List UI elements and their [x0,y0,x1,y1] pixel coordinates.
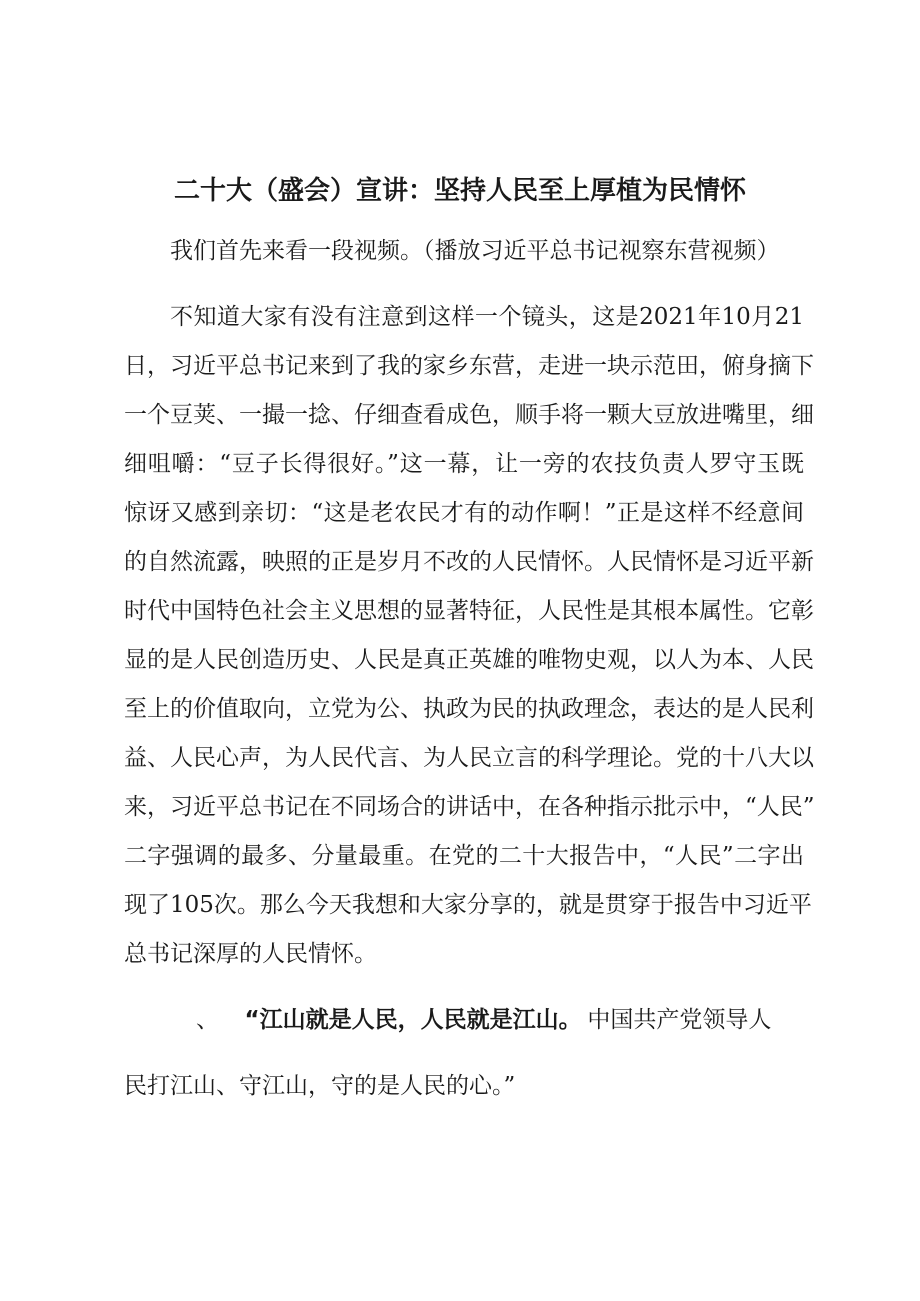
paragraph-line: 细咀嚼：“豆子长得很好。”这一幕，让一旁的农技负责人罗守玉既 [124,451,804,477]
paragraph-line: 惊讶又感到亲切：“这是老农民才有的动作啊！”正是这样不经意间 [124,500,804,526]
section-continuation: 民打江山、守江山，守的是人民的心。” [124,1073,516,1099]
section-heading [196,1005,771,1035]
paragraph-line: 二字强调的最多、分量最重。在党的二十大报告中，“人民”二字出 [124,843,804,869]
paragraph-line: 日，习近平总书记来到了我的家乡东营，走进一块示范田，俯身摘下 [124,353,814,379]
section-heading-bold: “江山就是人民，人民就是江山。 [244,1007,582,1033]
paragraph-line: 一个豆荚、一撮一捻、仔细查看成色，顺手将一颗大豆放进嘴里，细 [124,402,814,428]
paragraph-line: 显的是人民创造历史、人民是真正英雄的唯物史观，以人为本、人民 [124,647,814,673]
section-number: 、 [196,1007,219,1033]
paragraph-line: 现了105次。那么今天我想和大家分享的，就是贯穿于报告中习近平 [124,892,812,918]
paragraph-line: 至上的价值取向，立党为公、执政为民的执政理念，表达的是人民利 [124,696,814,722]
paragraph-line: 总书记深厚的人民情怀。 [124,941,377,967]
paragraph-line: 的自然流露，映照的正是岁月不改的人民情怀。人民情怀是习近平新 [124,549,814,575]
paragraph-line: 时代中国特色社会主义思想的显著特征，人民性是其根本属性。它彰 [124,598,814,624]
paragraph-line: 不知道大家有没有注意到这样一个镜头，这是2021年10月21 [170,304,804,330]
intro-text: 我们首先来看一段视频。（播放习近平总书记视察东营视频） [170,238,780,264]
document-title: 二十大（盛会）宣讲：坚持人民至上厚植为民情怀 [173,176,746,206]
section-heading-rest: 中国共产党领导人 [587,1007,772,1033]
paragraph-line: 益、人民心声，为人民代言、为人民立言的科学理论。党的十八大以 [124,745,814,771]
paragraph-line: 来，习近平总书记在不同场合的讲话中，在各种指示批示中，“人民” [124,794,815,820]
